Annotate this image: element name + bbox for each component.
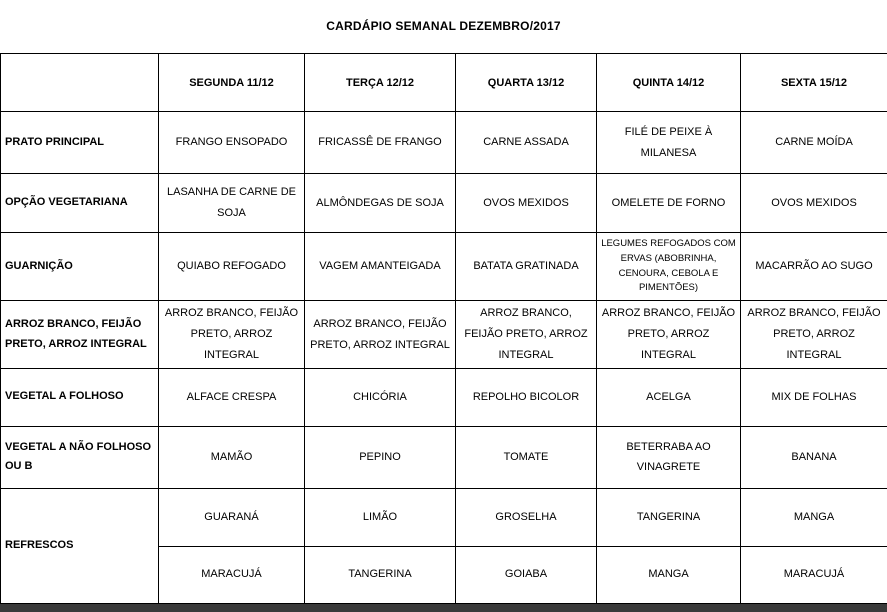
menu-cell: TOMATE [456, 426, 597, 488]
menu-cell: CARNE ASSADA [456, 112, 597, 174]
row-label: PRATO PRINCIPAL [1, 112, 159, 174]
table-row [1, 426, 887, 488]
menu-table [0, 53, 887, 604]
table-row [1, 233, 887, 301]
menu-cell: OMELETE DE FORNO [597, 174, 741, 233]
column-header-tuesday: TERÇA 12/12 [305, 54, 456, 112]
page-title: CARDÁPIO SEMANAL DEZEMBRO/2017 [326, 19, 561, 33]
header-row [1, 54, 887, 112]
menu-cell: TANGERINA [597, 488, 741, 546]
table-row [1, 174, 887, 233]
menu-cell: ALMÔNDEGAS DE SOJA [305, 174, 456, 233]
menu-cell: LASANHA DE CARNE DE SOJA [159, 174, 305, 233]
menu-cell: MIX DE FOLHAS [741, 368, 887, 426]
corner-cell [1, 54, 159, 112]
menu-cell: LIMÃO [305, 488, 456, 546]
column-header-wednesday: QUARTA 13/12 [456, 54, 597, 112]
menu-cell: TANGERINA [305, 546, 456, 603]
table-row [1, 488, 887, 546]
table-row [1, 112, 887, 174]
row-label: OPÇÃO VEGETARIANA [1, 174, 159, 233]
menu-cell: MACARRÃO AO SUGO [741, 233, 887, 301]
table-row [1, 368, 887, 426]
menu-cell: MARACUJÁ [159, 546, 305, 603]
menu-cell: QUIABO REFOGADO [159, 233, 305, 301]
menu-cell: FILÉ DE PEIXE À MILANESA [597, 112, 741, 174]
menu-cell: MANGA [597, 546, 741, 603]
column-header-monday: SEGUNDA 11/12 [159, 54, 305, 112]
row-label: ARROZ BRANCO, FEIJÃO PRETO, ARROZ INTEGRAL [1, 301, 159, 369]
menu-cell: GROSELHA [456, 488, 597, 546]
column-header-friday: SEXTA 15/12 [741, 54, 887, 112]
menu-cell: ARROZ BRANCO, FEIJÃO PRETO, ARROZ INTEGRAL [597, 301, 741, 369]
row-label: REFRESCOS [1, 488, 159, 603]
menu-cell: ARROZ BRANCO, FEIJÃO PRETO, ARROZ INTEGRAL [159, 301, 305, 369]
table-row [1, 301, 887, 369]
menu-cell: GOIABA [456, 546, 597, 603]
menu-cell: MAMÃO [159, 426, 305, 488]
row-label: GUARNIÇÃO [1, 233, 159, 301]
menu-cell: OVOS MEXIDOS [741, 174, 887, 233]
menu-cell: ARROZ BRANCO, FEIJÃO PRETO, ARROZ INTEGRAL [305, 301, 456, 369]
bottom-bar [0, 604, 887, 612]
row-label: VEGETAL A NÃO FOLHOSO OU B [1, 426, 159, 488]
menu-cell: ALFACE CRESPA [159, 368, 305, 426]
menu-cell: CHICÓRIA [305, 368, 456, 426]
menu-cell: ACELGA [597, 368, 741, 426]
column-header-thursday: QUINTA 14/12 [597, 54, 741, 112]
menu-cell: MARACUJÁ [741, 546, 887, 603]
menu-cell: VAGEM AMANTEIGADA [305, 233, 456, 301]
menu-cell: MANGA [741, 488, 887, 546]
menu-cell: REPOLHO BICOLOR [456, 368, 597, 426]
menu-cell: FRANGO ENSOPADO [159, 112, 305, 174]
row-label: VEGETAL A FOLHOSO [1, 368, 159, 426]
menu-cell: ARROZ BRANCO, FEIJÃO PRETO, ARROZ INTEGRAL [456, 301, 597, 369]
menu-cell: ARROZ BRANCO, FEIJÃO PRETO, ARROZ INTEGRAL [741, 301, 887, 369]
menu-cell: OVOS MEXIDOS [456, 174, 597, 233]
menu-cell: BANANA [741, 426, 887, 488]
menu-cell: CARNE MOÍDA [741, 112, 887, 174]
menu-cell: PEPINO [305, 426, 456, 488]
menu-cell: LEGUMES REFOGADOS COM ERVAS (ABOBRINHA, CENOURA, CEBOLA E PIMENTÕES) [597, 233, 741, 301]
menu-cell: BETERRABA AO VINAGRETE [597, 426, 741, 488]
menu-cell: BATATA GRATINADA [456, 233, 597, 301]
menu-cell: GUARANÁ [159, 488, 305, 546]
menu-cell: FRICASSÊ DE FRANGO [305, 112, 456, 174]
